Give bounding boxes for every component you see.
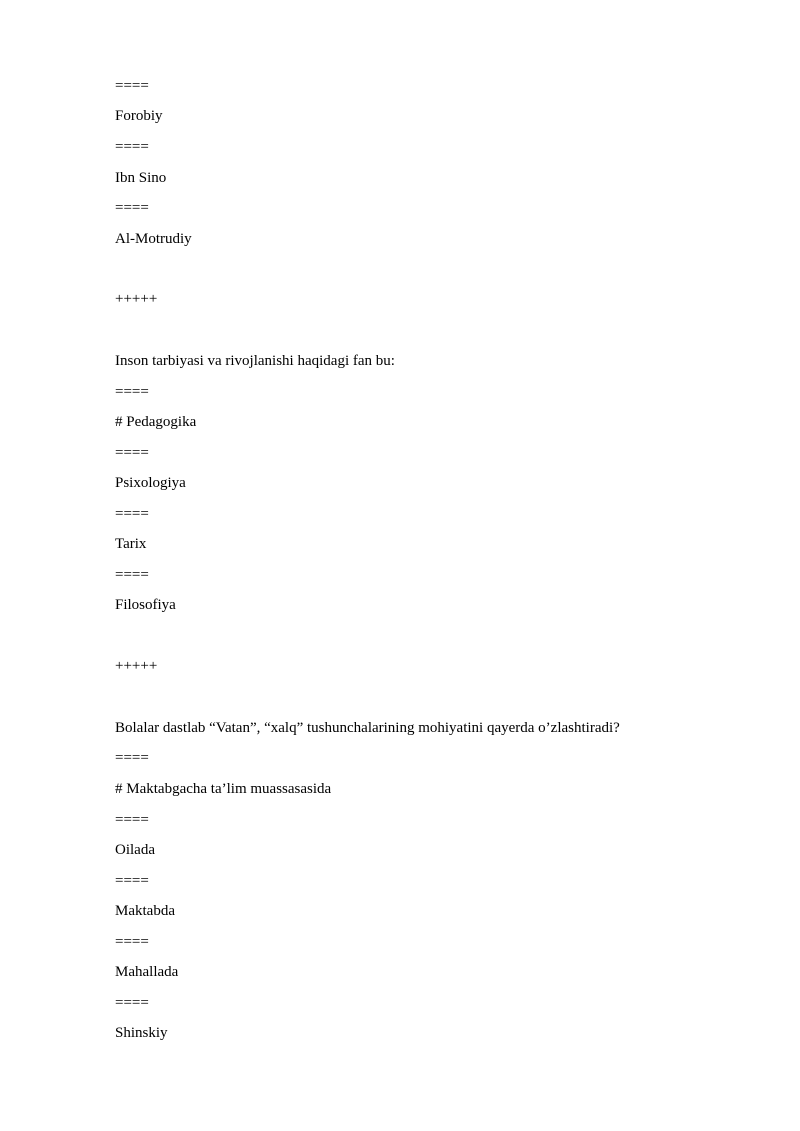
answer-option: Mahallada <box>115 964 179 980</box>
answer-option: Ibn Sino <box>115 170 167 186</box>
separator: ==== <box>115 384 149 400</box>
separator: ==== <box>115 995 149 1011</box>
answer-option: Oilada <box>115 842 155 858</box>
separator: ==== <box>115 139 149 155</box>
question-text: Bolalar dastlab “Vatan”, “xalq” tushunchalarining mohiyatini qayerda o’zlashtiradi? <box>115 720 620 736</box>
answer-option: Forobiy <box>115 108 163 124</box>
answer-option: Filosofiya <box>115 597 176 613</box>
answer-option: Tarix <box>115 536 147 552</box>
answer-option: Maktabda <box>115 903 175 919</box>
answer-option: Shinskiy <box>115 1025 168 1041</box>
question-separator: +++++ <box>115 658 158 674</box>
separator: ==== <box>115 934 149 950</box>
separator: ==== <box>115 506 149 522</box>
separator: ==== <box>115 200 149 216</box>
separator: ==== <box>115 567 149 583</box>
separator: ==== <box>115 812 149 828</box>
separator: ==== <box>115 873 149 889</box>
answer-option: Al-Motrudiy <box>115 231 192 247</box>
correct-answer-option: # Pedagogika <box>115 414 197 430</box>
separator: ==== <box>115 445 149 461</box>
separator: ==== <box>115 78 149 94</box>
question-text: Inson tarbiyasi va rivojlanishi haqidagi fan bu: <box>115 353 395 369</box>
answer-option: Psixologiya <box>115 475 186 491</box>
correct-answer-option: # Maktabgacha ta’lim muassasasida <box>115 781 332 797</box>
separator: ==== <box>115 750 149 766</box>
question-separator: +++++ <box>115 291 158 307</box>
